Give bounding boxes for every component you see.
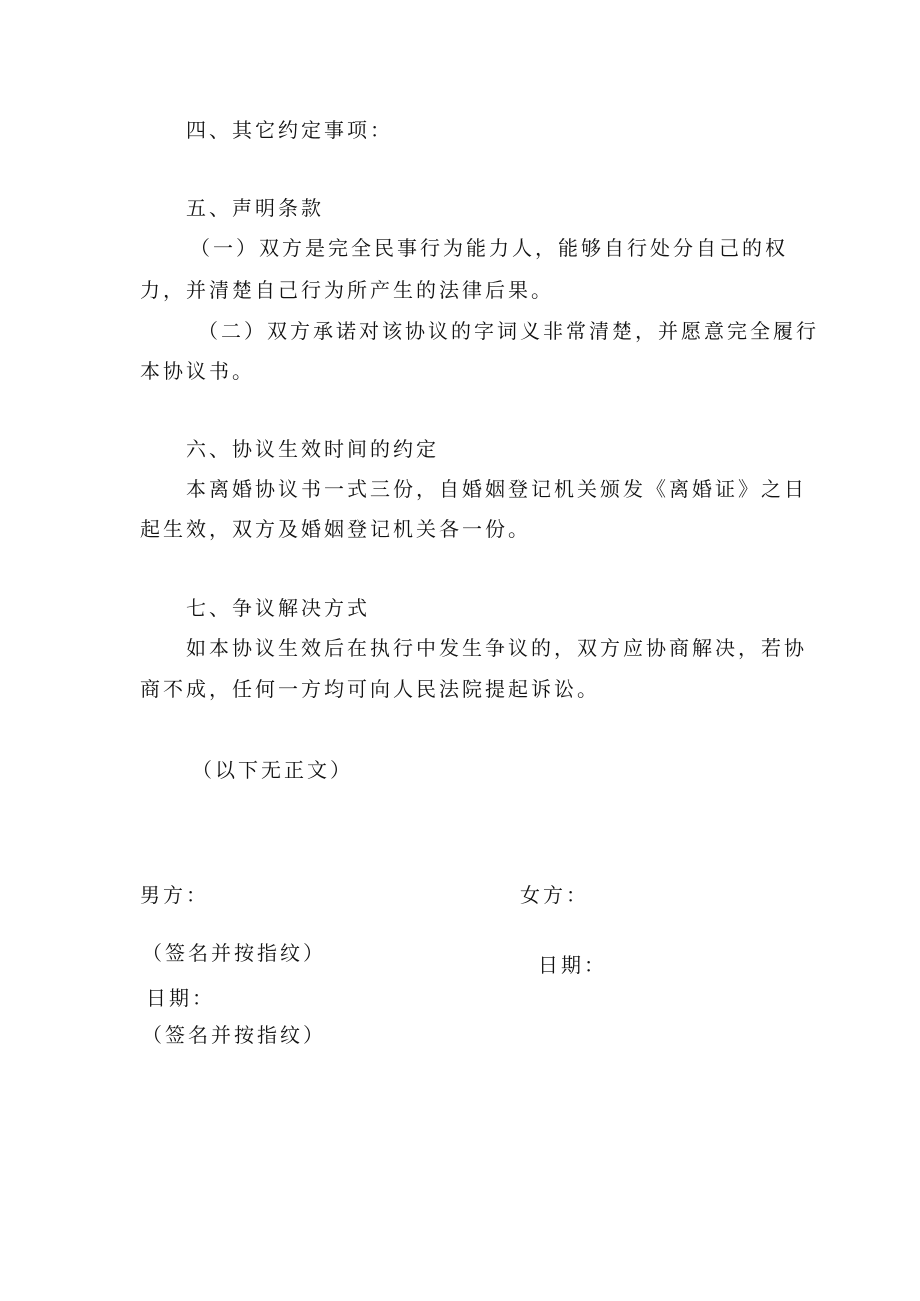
section-6-line-2: 起生效，双方及婚姻登记机关各一份。 [140, 517, 531, 541]
female-party-label: 女方： [520, 883, 589, 907]
section-4-heading: 四、其它约定事项： [186, 118, 393, 142]
section-5-item-1-line-1: （一）双方是完全民事行为能力人，能够自行处分自己的权 [190, 236, 788, 260]
female-date-label: 日期： [538, 953, 607, 977]
section-7-line-1: 如本协议生效后在执行中发生争议的，双方应协商解决，若协 [186, 636, 807, 660]
section-7-heading: 七、争议解决方式 [186, 596, 370, 620]
male-sign-note: （签名并按指纹） [142, 941, 326, 965]
male-date-label: 日期： [146, 986, 215, 1010]
section-6-line-1: 本离婚协议书一式三份，自婚姻登记机关颁发《离婚证》之日 [186, 477, 807, 501]
male-sign-note-2: （签名并按指纹） [142, 1023, 326, 1047]
section-5-item-2-line-2: 本协议书。 [140, 359, 255, 383]
section-5-heading: 五、声明条款 [186, 196, 324, 220]
section-5-item-2-line-1: （二）双方承诺对该协议的字词义非常清楚，并愿意完全履行 [198, 319, 819, 343]
section-7-line-2: 商不成，任何一方均可向人民法院提起诉讼。 [140, 677, 600, 701]
section-6-heading: 六、协议生效时间的约定 [186, 437, 439, 461]
male-party-label: 男方： [140, 883, 209, 907]
section-5-item-1-line-2: 力，并清楚自己行为所产生的法律后果。 [140, 278, 554, 302]
end-of-text-note: （以下无正文） [192, 758, 353, 782]
